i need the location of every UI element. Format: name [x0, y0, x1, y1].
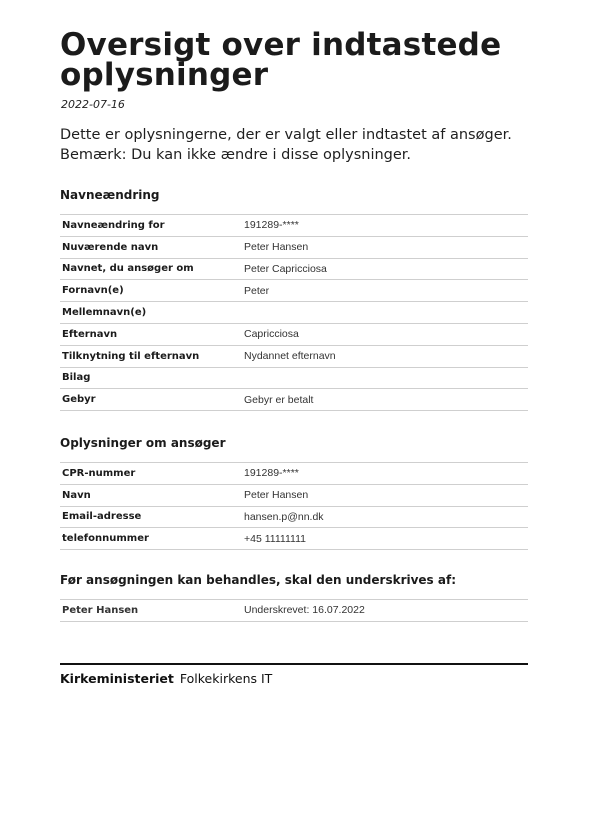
row-value: +45 11111111 — [242, 528, 528, 550]
row-label: CPR-nummer — [60, 463, 242, 485]
intro-line-1: Dette er oplysningerne, der er valgt eller indtastet af ansøger. — [60, 127, 512, 143]
table-row — [60, 236, 528, 258]
row-label: Navnet, du ansøger om — [60, 258, 242, 280]
row-label: Bilag — [60, 367, 242, 389]
row-label: Tilknytning til efternavn — [60, 345, 242, 367]
table-row — [60, 528, 528, 550]
row-value: hansen.p@nn.dk — [242, 506, 528, 528]
row-label: Mellemnavn(e) — [60, 302, 242, 324]
signer-name: Peter Hansen — [60, 600, 242, 622]
row-value: Peter Hansen — [242, 236, 528, 258]
row-value: Peter — [242, 280, 528, 302]
section-heading-signature: Før ansøgningen kan behandles, skal den underskrives af: — [60, 573, 456, 587]
row-value: 191289-**** — [242, 463, 528, 485]
row-value: Nydannet efternavn — [242, 345, 528, 367]
table-row — [60, 280, 528, 302]
row-value: 191289-**** — [242, 215, 528, 237]
row-label: Gebyr — [60, 389, 242, 411]
row-value: Gebyr er betalt — [242, 389, 528, 411]
table-row — [60, 258, 528, 280]
section-heading-applicant: Oplysninger om ansøger — [60, 436, 226, 450]
table-row — [60, 484, 528, 506]
row-value: Capricciosa — [242, 323, 528, 345]
table-row — [60, 345, 528, 367]
footer-divider — [60, 663, 528, 665]
table-row — [60, 389, 528, 411]
footer-organization: Kirkeministeriet — [60, 671, 174, 686]
intro-text — [60, 125, 528, 165]
row-label: Email-adresse — [60, 506, 242, 528]
row-label: Efternavn — [60, 323, 242, 345]
name-change-table — [60, 214, 528, 411]
intro-line-2: Bemærk: Du kan ikke ændre i disse oplysninger. — [60, 147, 412, 163]
row-label: Nuværende navn — [60, 236, 242, 258]
table-row — [60, 323, 528, 345]
row-label: telefonnummer — [60, 528, 242, 550]
row-label: Navn — [60, 484, 242, 506]
signature-table — [60, 599, 528, 622]
table-row — [60, 600, 528, 622]
row-label: Navneændring for — [60, 215, 242, 237]
table-row — [60, 463, 528, 485]
applicant-table — [60, 462, 528, 550]
table-row — [60, 302, 528, 324]
footer-department: Folkekirkens IT — [179, 671, 273, 686]
table-row — [60, 215, 528, 237]
page-title: Oversigt over indtastede oplysninger — [60, 27, 502, 93]
row-value — [242, 367, 528, 389]
row-label: Fornavn(e) — [60, 280, 242, 302]
row-value: Peter Capricciosa — [242, 258, 528, 280]
row-value — [242, 302, 528, 324]
row-value: Peter Hansen — [242, 484, 528, 506]
footer — [60, 671, 272, 686]
table-row — [60, 367, 528, 389]
signature-status: Underskrevet: 16.07.2022 — [242, 600, 528, 622]
section-heading-name-change: Navneændring — [60, 188, 160, 202]
table-row — [60, 506, 528, 528]
document-date: 2022-07-16 — [61, 98, 125, 111]
